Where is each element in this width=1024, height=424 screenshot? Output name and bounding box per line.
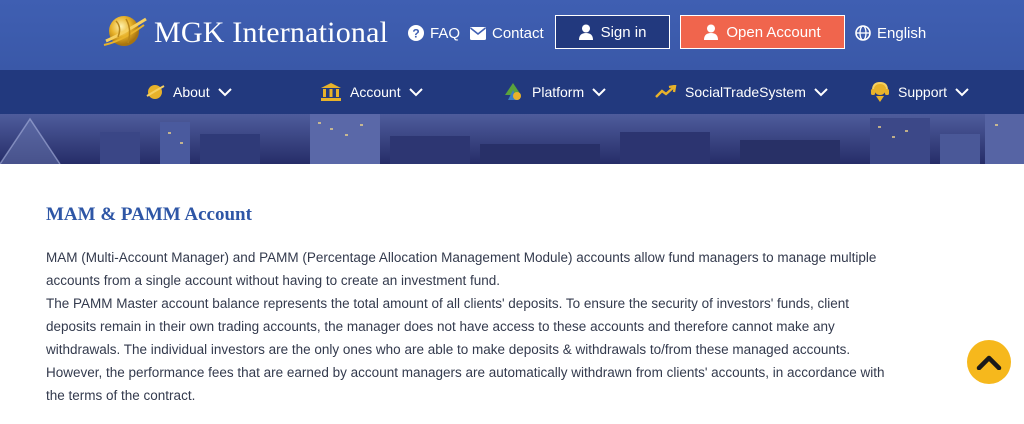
body-line: accounts from a single account without having to create an investment fund.: [46, 273, 501, 288]
main-nav: [0, 70, 1024, 114]
faq-label: FAQ: [430, 24, 461, 42]
nav-label: SocialTradeSystem: [685, 84, 806, 100]
chevron-down-icon: [955, 88, 969, 97]
globe-logo-icon: [100, 11, 150, 55]
brand-logo[interactable]: [100, 11, 388, 55]
language-label: English: [877, 24, 927, 42]
nav-item-about[interactable]: [145, 70, 232, 114]
chevron-down-icon: [218, 88, 232, 97]
open-account-label: Open Account: [726, 23, 821, 41]
body-line: The PAMM Master account balance represents the total amount of all clients' deposits. To ensure the security of investors' funds, client: [46, 296, 850, 311]
page-title: MAM & PAMM Account: [46, 204, 252, 225]
sign-in-label: Sign in: [600, 23, 647, 41]
sign-in-button[interactable]: [555, 15, 670, 49]
top-header: [0, 0, 1024, 70]
nav-item-platform[interactable]: [502, 70, 606, 114]
trend-up-icon: [655, 85, 677, 99]
chevron-down-icon: [409, 88, 423, 97]
bank-icon: [320, 82, 342, 102]
support-icon: [870, 81, 890, 103]
nav-item-social-trade-system[interactable]: [655, 70, 828, 114]
city-skyline-image: [0, 114, 1024, 164]
question-icon: [408, 25, 424, 41]
contact-link[interactable]: [470, 22, 544, 44]
open-account-button[interactable]: [680, 15, 845, 49]
platform-icon: [502, 81, 524, 103]
faq-link[interactable]: [408, 22, 460, 44]
article-content: [46, 204, 966, 407]
nav-label: Support: [898, 84, 948, 100]
body-line: withdrawals. The individual investors are the only ones who are able to make deposits & withdrawals to/from these managed accounts.: [46, 342, 851, 357]
body-line: MAM (Multi-Account Manager) and PAMM (Percentage Allocation Management Module) accounts allow fund managers to manage multiple: [46, 250, 877, 265]
chevron-down-icon: [592, 88, 606, 97]
hero-banner: [0, 114, 1024, 164]
contact-label: Contact: [492, 24, 544, 42]
user-icon: [579, 24, 593, 40]
brand-name: MGK International: [154, 16, 389, 49]
nav-label: Platform: [532, 84, 585, 100]
language-selector[interactable]: [855, 22, 926, 44]
nav-label: About: [173, 84, 210, 100]
article-body: [46, 246, 966, 407]
body-line: deposits remain in their own trading accounts, the manager does not have access to these accounts and therefore cannot make any: [46, 319, 835, 334]
globe-icon: [855, 25, 871, 41]
nav-label: Account: [350, 84, 401, 100]
nav-item-account[interactable]: [320, 70, 423, 114]
globe-icon: [145, 83, 165, 101]
chevron-up-icon: [976, 354, 1002, 370]
body-line: the terms of the contract.: [46, 388, 196, 403]
nav-item-support[interactable]: [870, 70, 969, 114]
scroll-to-top-button[interactable]: [967, 340, 1011, 384]
svg-text:?: ?: [412, 26, 420, 41]
chevron-down-icon: [814, 88, 828, 97]
user-icon: [704, 24, 718, 40]
envelope-icon: [470, 27, 486, 40]
body-line: However, the performance fees that are earned by account managers are automatically withdrawn from clients' accounts, in accordance with: [46, 365, 885, 380]
